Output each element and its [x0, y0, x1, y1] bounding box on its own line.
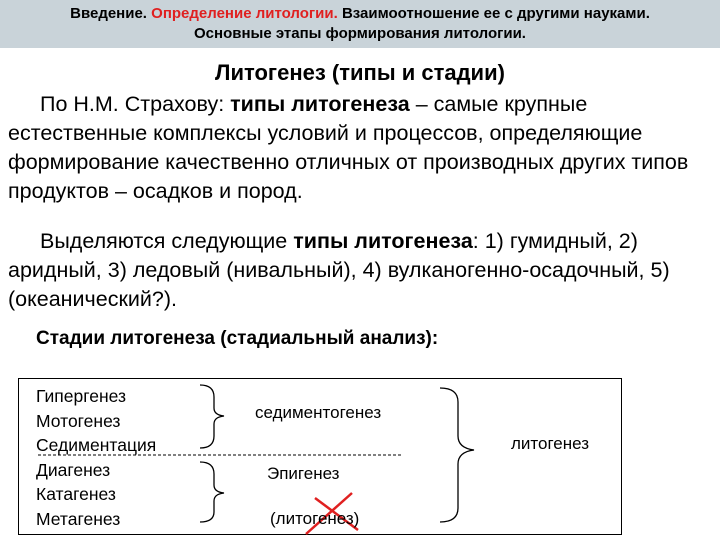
stage-item: Мотогенез: [36, 410, 121, 431]
para1-rest: – самые крупные естественные комплексы условий и процессов, определяющие формирование качественно отличных от производных других типов продуктов – осадков и пород.: [8, 92, 689, 203]
brace-lithogenesis: [440, 388, 474, 522]
label-lithogenesis: литогенез: [511, 434, 590, 453]
slide-title: Литогенез (типы и стадии): [215, 60, 505, 85]
label-sedimentogenesis: седиментогенез: [255, 403, 382, 422]
header-line-2: Основные этапы формирования литологии.: [194, 25, 526, 42]
stage-item: Метагенез: [36, 508, 121, 529]
brace-sedimentogenesis: [200, 385, 224, 448]
stages-heading: Стадии литогенеза (стадиальный анализ):: [36, 328, 439, 349]
label-lithogenesis-crossed: (литогенез): [270, 509, 360, 528]
stage-item: Седиментация: [36, 435, 157, 455]
stage-item: Диагенез: [36, 459, 111, 480]
stage-item: Гипергенез: [36, 386, 126, 406]
header-intro: Введение.: [70, 5, 147, 22]
para2-lead: Выделяются следующие: [40, 229, 288, 253]
para1-bold-term: типы литогенеза: [230, 92, 410, 116]
brace-epigenesis: [200, 462, 224, 522]
header-relation: Взаимоотношение ее с другими науками.: [341, 5, 650, 22]
para2-rest: : 1) гумидный, 2) аридный, 3) ледовый (нивальный), 4) вулканогенно-осадочный, 5) (океанический?).: [8, 229, 670, 311]
label-epigenesis: Эпигенез: [267, 464, 340, 483]
stage-item: Катагенез: [36, 484, 116, 504]
para2-bold-term: типы литогенеза: [293, 229, 473, 253]
para1-lead: По Н.М. Страхову:: [40, 92, 225, 116]
header-definition: Определение литологии.: [151, 5, 338, 22]
